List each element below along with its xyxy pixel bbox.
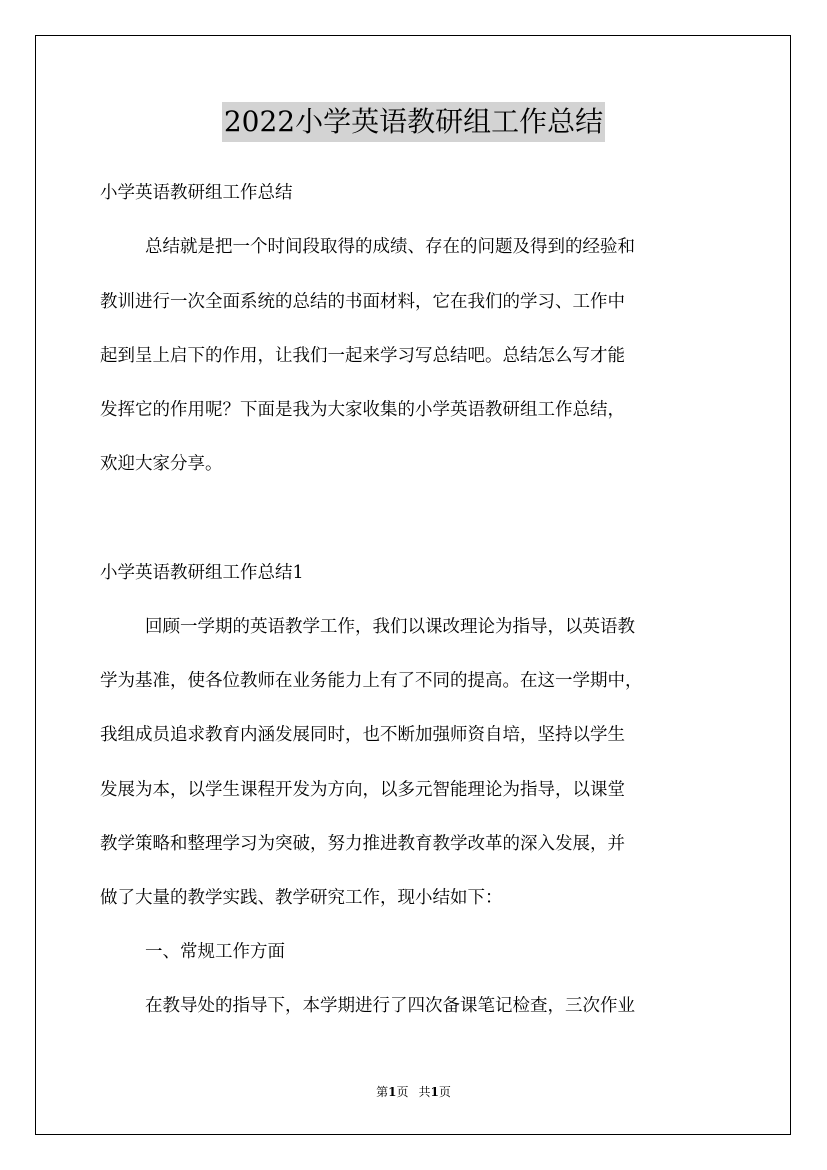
paragraph-line: 教学策略和整理学习为突破，努力推进教育教学改革的深入发展，并	[100, 834, 625, 854]
heading-line: 小学英语教研组工作总结	[100, 183, 293, 203]
paragraph-line: 起到呈上启下的作用，让我们一起来学习写总结吧。总结怎么写才能	[100, 346, 625, 366]
paragraph-line: 做了大量的教学实践、教学研究工作，现小结如下：	[100, 888, 503, 908]
paragraph-line: 发展为本，以学生课程开发为方向，以多元智能理论为指导，以课堂	[100, 780, 625, 800]
footer-total-prefix: 共	[418, 1085, 431, 1099]
paragraph-line: 教训进行一次全面系统的总结的书面材料，它在我们的学习、工作中	[100, 292, 625, 312]
page-footer	[0, 1084, 827, 1100]
footer-total-suffix: 页	[438, 1085, 451, 1099]
paragraph-line: 发挥它的作用呢？下面是我为大家收集的小学英语教研组工作总结，	[100, 400, 625, 420]
subsection-heading: 一、常规工作方面	[145, 942, 285, 962]
footer-total-number: 1	[430, 1085, 439, 1099]
section-heading: 小学英语教研组工作总结1	[100, 563, 304, 583]
document-title: 2022小学英语教研组工作总结	[222, 102, 605, 142]
footer-prefix: 第	[376, 1085, 389, 1099]
footer-page-suffix: 页	[396, 1085, 409, 1099]
paragraph-line: 欢迎大家分享。	[100, 454, 223, 474]
paragraph-line: 我组成员追求教育内涵发展同时，也不断加强师资自培，坚持以学生	[100, 725, 625, 745]
title-container	[0, 102, 827, 142]
paragraph-line: 学为基准，使各位教师在业务能力上有了不同的提高。在这一学期中，	[100, 671, 643, 691]
paragraph-line: 在教导处的指导下，本学期进行了四次备课笔记检查，三次作业	[145, 996, 635, 1016]
paragraph-line: 回顾一学期的英语教学工作，我们以课改理论为指导，以英语教	[145, 617, 635, 637]
footer-page-number: 1	[388, 1085, 397, 1099]
paragraph-line: 总结就是把一个时间段取得的成绩、存在的问题及得到的经验和	[145, 237, 635, 257]
